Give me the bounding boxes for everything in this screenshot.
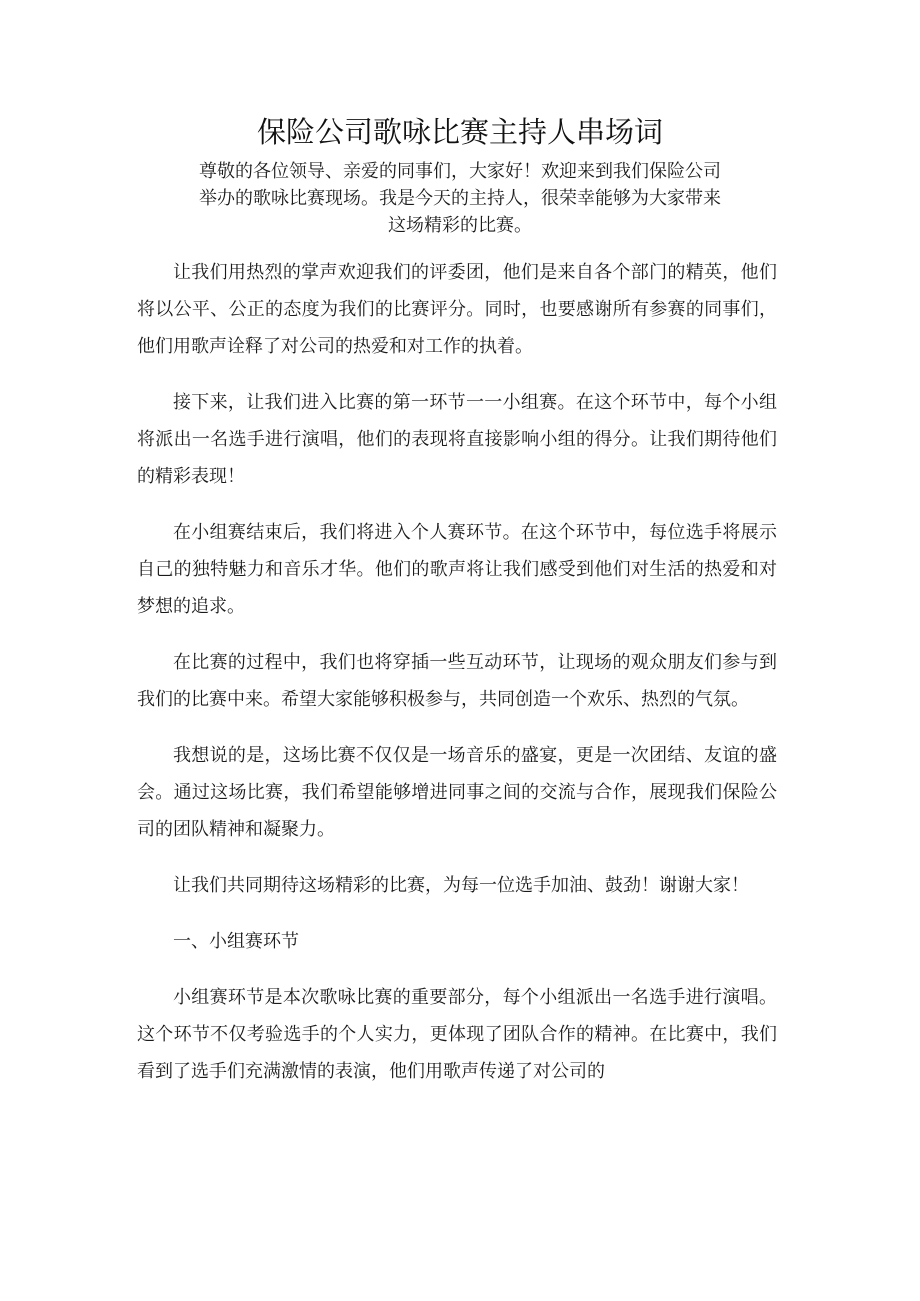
document-title: 保险公司歌咏比赛主持人串场词: [256, 115, 663, 149]
intro-block: [130, 158, 790, 239]
paragraph-group-round: 接下来，让我们进入比赛的第一环节一一小组赛。在这个环节中，每个小组将派出一名选手进行演唱，他们的表现将直接影响小组的得分。让我们期待他们的精彩表现！: [137, 392, 777, 487]
intro-line: 尊敬的各位领导、亲爱的同事们，大家好！欢迎来到我们保险公司: [199, 161, 721, 182]
section-paragraph: 小组赛环节是本次歌咏比赛的重要部分，每个小组派出一名选手进行演唱。这个环节不仅考验选手的个人实力，更体现了团队合作的精神。在比赛中，我们看到了选手们充满激情的表演，他们用歌声传递了对公司的: [137, 987, 777, 1082]
paragraph-judges: 让我们用热烈的掌声欢迎我们的评委团，他们是来自各个部门的精英，他们将以公平、公正的态度为我们的比赛评分。同时，也要感谢所有参赛的同事们，他们用歌声诠释了对公司的热爱和对工作的执着。: [137, 262, 777, 357]
document-body: [137, 254, 777, 1109]
paragraph-interaction: 在比赛的过程中，我们也将穿插一些互动环节，让现场的观众朋友们参与到我们的比赛中来。希望大家能够积极参与，共同创造一个欢乐、热烈的气氛。: [137, 652, 777, 710]
paragraph-significance: 我想说的是，这场比赛不仅仅是一场音乐的盛宴，更是一次团结、友谊的盛会。通过这场比赛，我们希望能够增进同事之间的交流与合作，展现我们保险公司的团队精神和凝聚力。: [137, 745, 777, 840]
section-heading: 一、小组赛环节: [173, 931, 299, 952]
intro-line: 举办的歌咏比赛现场。我是今天的主持人，很荣幸能够为大家带来: [199, 188, 721, 209]
paragraph-individual-round: 在小组赛结束后，我们将进入个人赛环节。在这个环节中，每位选手将展示自己的独特魅力和音乐才华。他们的歌声将让我们感受到他们对生活的热爱和对梦想的追求。: [137, 522, 777, 617]
paragraph-closing: 让我们共同期待这场精彩的比赛，为每一位选手加油、鼓劲！谢谢大家！: [173, 875, 749, 896]
intro-line: 这场精彩的比赛。: [388, 215, 532, 236]
